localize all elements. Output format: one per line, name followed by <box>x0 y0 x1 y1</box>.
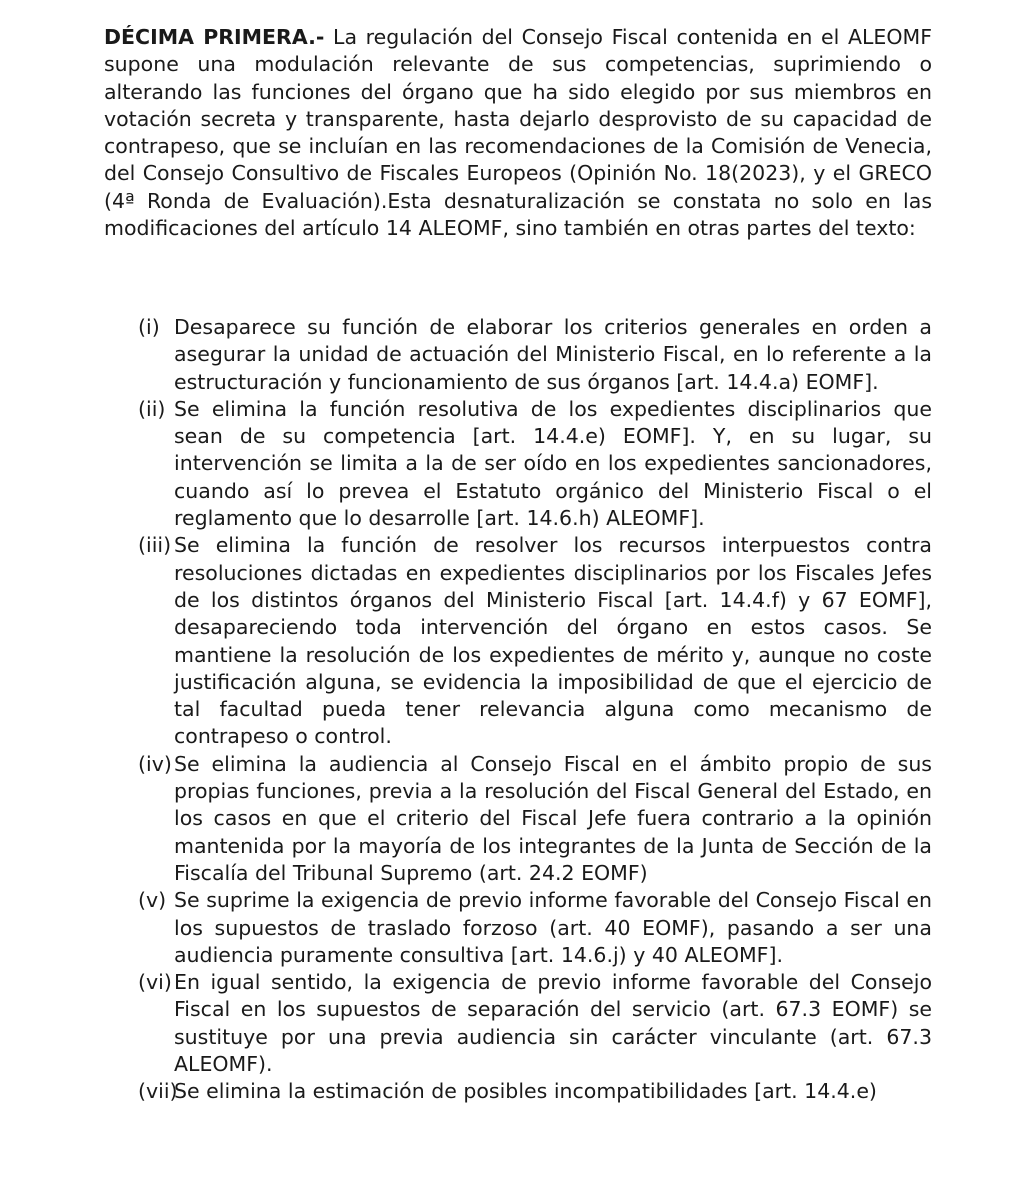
item-number: (vii) <box>138 1079 178 1104</box>
item-number: (iii) <box>138 533 172 558</box>
item-text: Se elimina la función resolutiva de los expedientes disciplinarios que sean de su competencia [art. 14.4.e) EOMF]. Y, en su lugar, su intervención se limita a la de ser oído en los expedientes sancionadores, cuando así lo prevea el Estatuto orgánico del Ministerio Fiscal o el reglamento que lo desarrolle [art. 14.6.h) ALEOMF]. <box>174 396 932 531</box>
list-item <box>104 532 932 750</box>
list-item <box>104 396 932 532</box>
item-text: Desaparece su función de elaborar los criterios generales en orden a asegurar la unidad de actuación del Ministerio Fiscal, en lo referente a la estructuración y funcionamiento de sus órganos [art. 14.4.a) EOMF]. <box>174 315 932 394</box>
list-item <box>104 1078 932 1105</box>
item-text: Se elimina la audiencia al Consejo Fiscal en el ámbito propio de sus propias funciones, previa a la resolución del Fiscal General del Estado, en los casos en que el criterio del Fiscal Jefe fuera contrario a la opinión mantenida por la mayoría de los integrantes de la Junta de Sección de la Fiscalía del Tribunal Supremo (art. 24.2 EOMF) <box>174 751 932 885</box>
item-number: (i) <box>138 315 160 339</box>
item-text: Se suprime la exigencia de previo informe favorable del Consejo Fiscal en los supuestos de traslado forzoso (art. 40 EOMF), pasando a ser una audiencia puramente consultiva [art. 14.6.j) y 40 ALEOMF]. <box>174 888 932 967</box>
list-item <box>104 887 932 969</box>
intro-text: La regulación del Consejo Fiscal contenida en el ALEOMF supone una modulación relevante de sus competencias, suprimiendo o alterando las funciones del órgano que ha sido elegido por sus miembros en votación secreta y transparente, hasta dejarlo desprovisto de su capacidad de contrapeso, que se incluían en las recomendaciones de la Comisión de Venecia, del Consejo Consultivo de Fiscales Europeos (Opinión No. 18(2023), y el GRECO (4ª Ronda de Evaluación).Esta desnaturalización se constata no solo en las modificaciones del artículo 14 ALEOMF, sino también en otras partes del texto: <box>104 25 932 241</box>
list-item <box>104 751 932 887</box>
item-text: Se elimina la función de resolver los recursos interpuestos contra resoluciones dictadas en expedientes disciplinarios por los Fiscales Jefes de los distintos órganos del Ministerio Fiscal [art. 14.4.f) y 67 EOMF], desapareciendo toda intervención del órgano en estos casos. Se mantiene la resolución de los expedientes de mérito y, aunque no coste justificación alguna, se evidencia la imposibilidad de que el ejercicio de tal facultad pueda tener relevancia alguna como mecanismo de contrapeso o control. <box>174 533 932 749</box>
item-number: (iv) <box>138 751 172 776</box>
item-number: (v) <box>138 888 167 913</box>
list-item <box>104 969 932 1078</box>
enumerated-list <box>104 314 932 1106</box>
list-item <box>104 314 932 396</box>
item-number: (vi) <box>138 970 172 995</box>
clause-heading: DÉCIMA PRIMERA.- <box>104 25 325 49</box>
item-number: (ii) <box>138 396 166 421</box>
item-text: Se elimina la estimación de posibles incompatibilidades [art. 14.4.e) <box>174 1079 877 1104</box>
intro-paragraph <box>104 24 932 242</box>
item-text: En igual sentido, la exigencia de previo informe favorable del Consejo Fiscal en los supuestos de separación del servicio (art. 67.3 EOMF) se sustituye por una previa audiencia sin carácter vinculante (art. 67.3 ALEOMF). <box>174 970 932 1077</box>
